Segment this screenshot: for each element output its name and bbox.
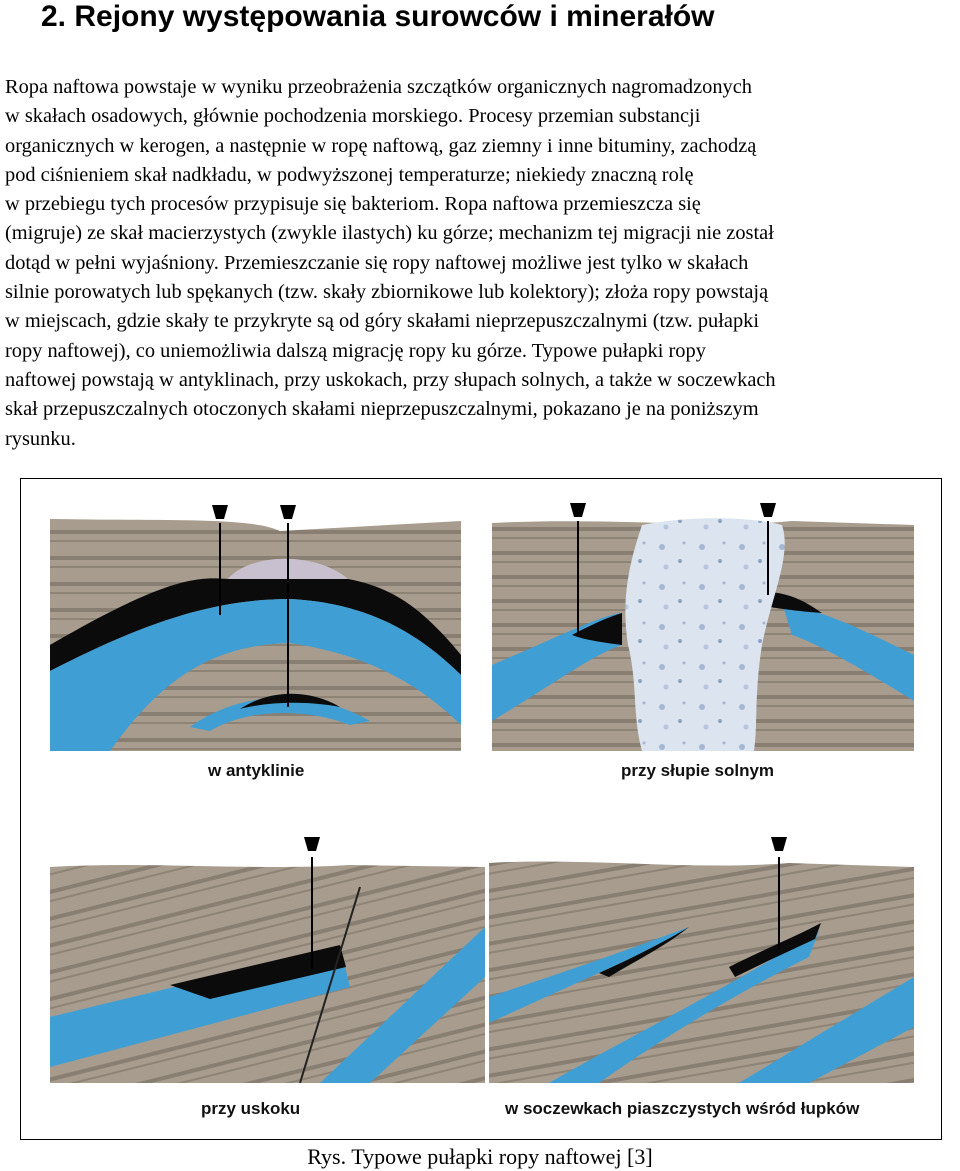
paragraph-line: pod ciśnieniem skał nadkładu, w podwyższonej temperaturze; niekiedy znaczną rolę xyxy=(5,163,694,186)
paragraph-line: dotąd w pełni wyjaśniony. Przemieszczanie się ropy naftowej możliwe jest tylko w skałach xyxy=(5,251,749,274)
lenses-illustration xyxy=(489,827,914,1083)
salt-dome-diagram xyxy=(492,495,914,751)
paragraph-line: organicznych w kerogen, a następnie w ropę naftową, gaz ziemny i inne bituminy, zachodzą xyxy=(5,134,757,157)
anticline-label: w antyklinie xyxy=(208,761,305,780)
fault-diagram xyxy=(50,827,485,1083)
paragraph-line: naftowej powstają w antyklinach, przy uskokach, przy słupach solnych, a także w soczewkach xyxy=(5,368,776,391)
oil-traps-figure xyxy=(20,478,942,1140)
salt-dome-illustration xyxy=(492,495,914,751)
paragraph-line: Ropa naftowa powstaje w wyniku przeobrażenia szczątków organicznych nagromadzonych xyxy=(5,76,752,98)
fault-illustration xyxy=(50,827,485,1083)
paragraph-line: w przebiegu tych procesów przypisuje się bakteriom. Ropa naftowa przemieszcza się xyxy=(5,193,701,216)
paragraph-line: w skałach osadowych, głównie pochodzenia morskiego. Procesy przemian substancji xyxy=(5,105,701,128)
body-paragraph xyxy=(5,73,960,454)
paragraph-line: skał przepuszczalnych otoczonych skałami nieprzepuszczalnymi, pokazano je na poniższym xyxy=(5,398,759,421)
paragraph-line: (migruje) ze skał macierzystych (zwykle ilastych) ku górze; mechanizm tej migracji nie został xyxy=(5,222,774,245)
lenses-label: w soczewkach piaszczystych wśród łupków xyxy=(505,1099,860,1118)
anticline-illustration xyxy=(50,495,461,751)
paragraph-line: ropy naftowej), co uniemożliwia dalszą migrację ropy ku górze. Typowe pułapki ropy xyxy=(5,339,706,362)
section-heading: 2. Rejony występowania surowców i minerałów xyxy=(41,0,715,33)
anticline-diagram xyxy=(50,495,461,751)
paragraph-line: w miejscach, gdzie skały te przykryte są od góry skałami nieprzepuszczalnymi (tzw. pułapki xyxy=(5,310,760,333)
figure-caption: Rys. Typowe pułapki ropy naftowej [3] xyxy=(307,1144,653,1169)
salt-dome-label: przy słupie solnym xyxy=(621,761,775,780)
paragraph-line: silnie porowatych lub spękanych (tzw. skały zbiornikowe lub kolektory); złoża ropy powstają xyxy=(5,281,769,304)
lenses-diagram xyxy=(489,827,914,1083)
fault-label: przy uskoku xyxy=(201,1099,301,1118)
paragraph-line: rysunku. xyxy=(5,427,76,450)
